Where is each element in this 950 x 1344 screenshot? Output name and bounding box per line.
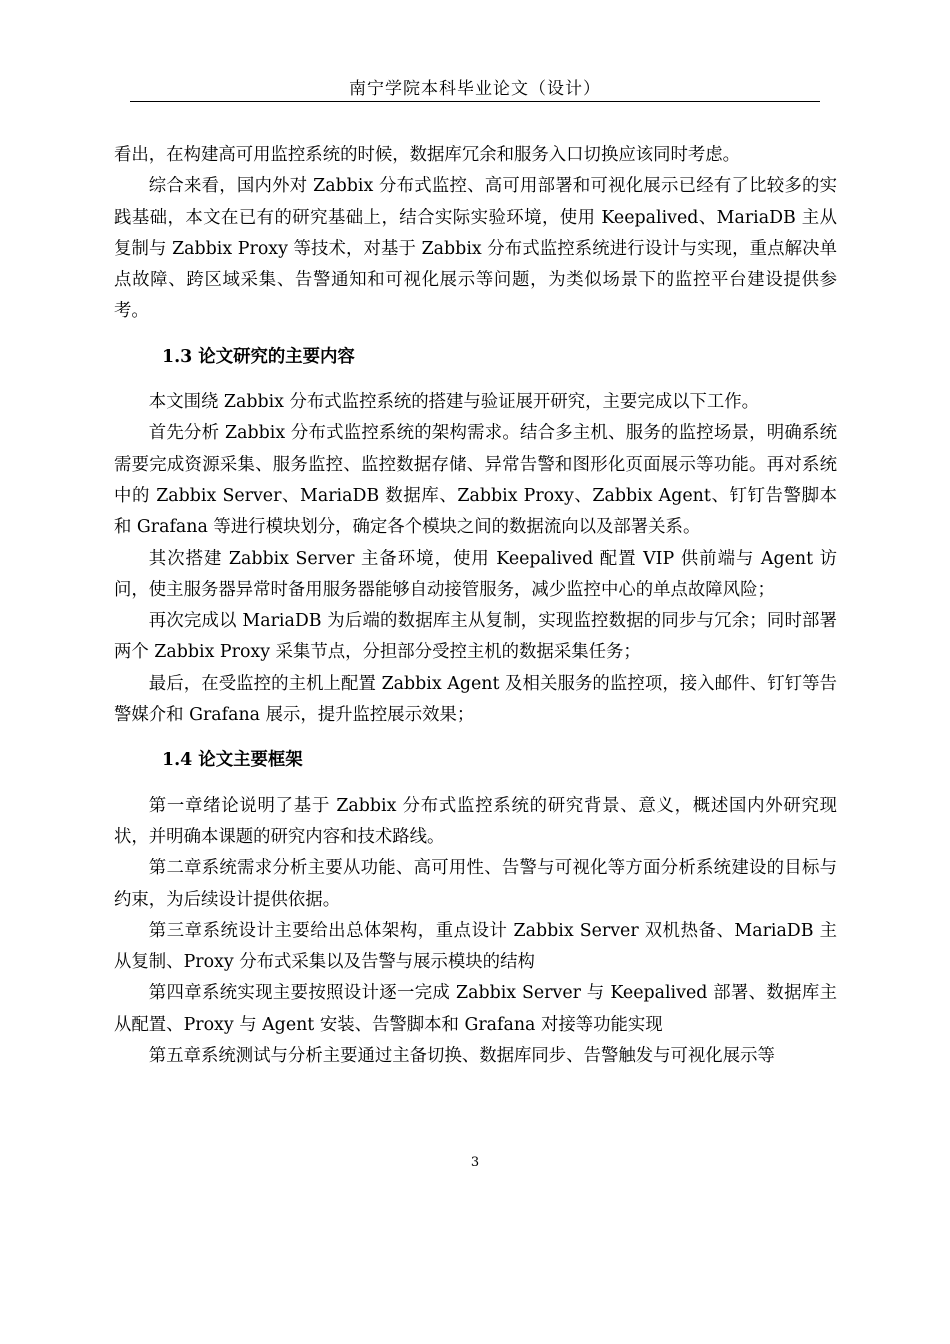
paragraph-second: 其次搭建 Zabbix Server 主备环境，使用 Keepalived 配置 VIP 供前端与 Agent 访问，使主服务器异常时备用服务器能够自动接管服务，减少监控中心的单点故障风险； — [114, 548, 837, 600]
paragraph-intro: 本文围绕 Zabbix 分布式监控系统的搭建与验证展开研究，主要完成以下工作。 — [148, 392, 760, 413]
header-divider — [130, 101, 820, 102]
paragraph-third: 再次完成以 MariaDB 为后端的数据库主从复制，实现监控数据的同步与冗余；同时部署两个 Zabbix Proxy 采集节点，分担部分受控主机的数据采集任务； — [114, 611, 837, 663]
paragraph-chapter-3: 第三章系统设计主要给出总体架构，重点设计 Zabbix Server 双机热备、MariaDB 主从复制、Proxy 分布式采集以及告警与展示模块的结构 — [114, 920, 837, 973]
paragraph-first: 首先分析 Zabbix 分布式监控系统的架构需求。结合多主机、服务的监控场景，明确系统需要完成资源采集、服务监控、监控数据存储、异常告警和图形化页面展示等功能。再对系统中的 Zabbix Server、MariaDB 数据库、Zabbix Proxy、Zabbix Agent、钉钉告警脚本和 Grafana 等进行模块划分，确定各个模块之间的数据流向以及部署关系。 — [114, 423, 837, 538]
section-heading-1-3: 1.3 论文研究的主要内容 — [162, 346, 355, 367]
paragraph-last: 最后，在受监控的主机上配置 Zabbix Agent 及相关服务的监控项，接入邮件、钉钉等告警媒介和 Grafana 展示，提升监控展示效果； — [114, 673, 837, 726]
section-heading-1-4: 1.4 论文主要框架 — [162, 750, 303, 771]
paragraph-summary: 综合来看，国内外对 Zabbix 分布式监控、高可用部署和可视化展示已经有了比较多的实践基础，本文在已有的研究基础上，结合实际实验环境，使用 Keepalived、MariaDB 主从复制与 Zabbix Proxy 等技术，对基于 Zabbix 分布式监控系统进行设计与实现，重点解决单点故障、跨区域采集、告警通知和可视化展示等问题，为类似场景下的监控平台建设提供参考。 — [114, 176, 837, 322]
paragraph-chapter-2: 第二章系统需求分析主要从功能、高可用性、告警与可视化等方面分析系统建设的目标与约束，为后续设计提供依据。 — [114, 858, 837, 910]
paragraph-chapter-5: 第五章系统测试与分析主要通过主备切换、数据库同步、告警触发与可视化展示等 — [148, 1046, 775, 1067]
running-header: 南宁学院本科毕业论文（设计） — [349, 79, 601, 99]
paragraph-chapter-1: 第一章绪论说明了基于 Zabbix 分布式监控系统的研究背景、意义，概述国内外研究现状，并明确本课题的研究内容和技术路线。 — [114, 795, 837, 847]
page-number: 3 — [470, 1155, 480, 1170]
body-text — [114, 140, 837, 1072]
paragraph-chapter-4: 第四章系统实现主要按照设计逐一完成 Zabbix Server 与 Keepalived 部署、数据库主从配置、Proxy 与 Agent 安装、告警脚本和 Grafana 对接等功能实现 — [114, 983, 837, 1035]
paragraph-continuation: 看出，在构建高可用监控系统的时候，数据库冗余和服务入口切换应该同时考虑。 — [114, 145, 741, 165]
